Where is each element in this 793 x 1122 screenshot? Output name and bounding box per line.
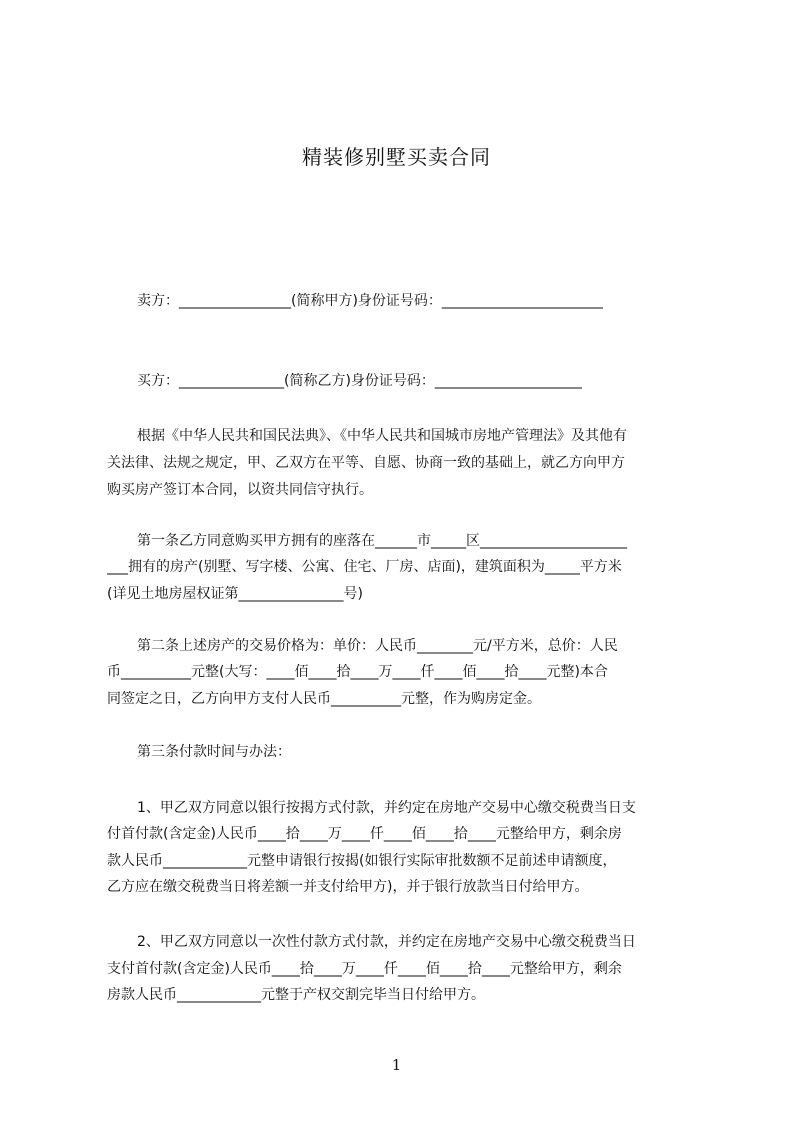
preamble-line-2: 关法律、法规之规定，甲、乙双方在平等、自愿、协商一致的基础上，就乙方向甲方 bbox=[107, 455, 625, 471]
article1-line-3: (详见土地房屋权证第_______________号) bbox=[107, 586, 363, 602]
buyer-line: 买方：_______________(简称乙方)身份证号码：_____________________ bbox=[137, 373, 582, 389]
page-number: 1 bbox=[391, 1056, 402, 1074]
preamble-line-3: 购买房产签订本合同，以资共同信守执行。 bbox=[107, 482, 373, 498]
clause2-line-1: 2、甲乙双方同意以一次性付款方式付款，并约定在房地产交易中心缴交税费当日 bbox=[137, 934, 636, 950]
article2-line-2: 币__________元整(大写：____佰____拾____万____仟____佰____拾____元整)本合 bbox=[107, 664, 608, 680]
preamble-line-1: 根据《中华人民共和国民法典》、《中华人民共和国城市房地产管理法》及其他有 bbox=[137, 428, 627, 444]
clause1-line-3: 款人民币____________元整申请银行按揭(如银行实际审批数额不足前述申请额度， bbox=[107, 853, 617, 869]
clause1-line-4: 乙方应在缴交税费当日将差额一并支付给甲方)，并于银行放款当日付给甲方。 bbox=[107, 879, 589, 895]
seller-line: 卖方：________________(简称甲方)身份证号码：_______________________ bbox=[137, 293, 603, 309]
article1-line-1: 第一条乙方同意购买甲方拥有的座落在______市_____区_____________________ bbox=[137, 533, 627, 549]
clause2-line-2: 支付首付款(含定金)人民币____拾____万____仟____佰____拾____元整给甲方，剩余 bbox=[107, 961, 622, 977]
article3-heading: 第三条付款时间与办法： bbox=[137, 744, 291, 760]
clause1-line-1: 1、甲乙双方同意以银行按揭方式付款，并约定在房地产交易中心缴交税费当日支 bbox=[137, 800, 636, 816]
article2-line-3: 同签定之日，乙方向甲方支付人民币__________元整，作为购房定金。 bbox=[107, 691, 541, 707]
article1-line-2: ___拥有的房产(别墅、写字楼、公寓、住宅、厂房、店面)，建筑面积为_____平方米 bbox=[107, 559, 622, 575]
document-title: 精装修别墅买卖合同 bbox=[302, 145, 491, 169]
article2-line-1: 第二条上述房产的交易价格为：单价：人民币________元/平方米，总价：人民 bbox=[137, 638, 618, 654]
clause1-line-2: 付首付款(含定金)人民币____拾____万____仟____佰____拾____元整给甲方，剩余房 bbox=[107, 826, 622, 842]
clause2-line-3: 房款人民币____________元整于产权交割完毕当日付给甲方。 bbox=[107, 987, 485, 1003]
